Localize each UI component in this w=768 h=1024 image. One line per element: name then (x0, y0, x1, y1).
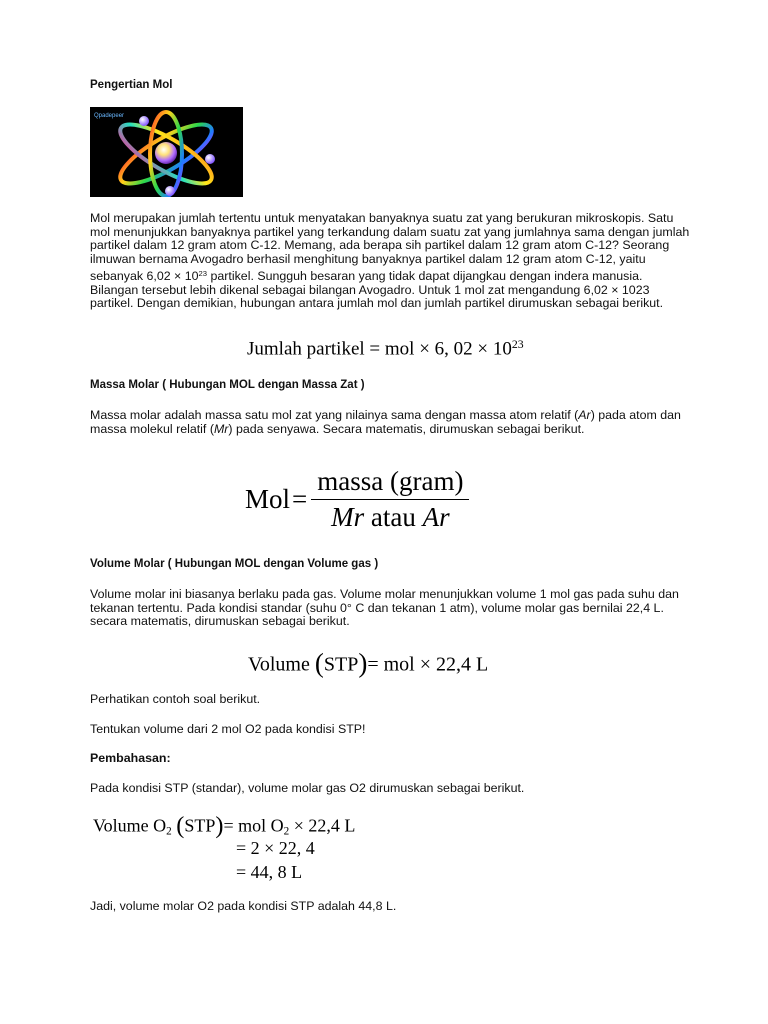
text-jadi: Jadi, volume molar O2 pada kondisi STP adalah 44,8 L. (90, 899, 397, 913)
formula-mol-massa: Mol= $\frac{\text{massa (gram)}}{\text{Mr atau Ar}}$ (245, 466, 469, 533)
formula-volume-stp: Volume (STP)= mol × 22,4 L (248, 648, 489, 678)
formula-volume-o2-line2: = 2 × 22, 4 (236, 838, 315, 858)
formula-volume-o2-line3: = 44, 8 L (236, 862, 303, 882)
formula-jumlah-partikel: Jumlah partikel = mol × 6, $02 \times 10^{23}$ (247, 338, 524, 360)
paragraph-mol-definition: Mol merupakan jumlah tertentu untuk menyatakan banyaknya suatu zat yang berukuran mikroskopis. Satu mol menunjukkan banyaknya partikel yang terkandung dalam suatu zat yang jumlahnya sama dengan jumlah partikel dalam 12 gram atom C-12. Memang, ada berapa sih partikel dalam 12 gram atom C-12? Seorang ilmuwan bernama Avogadro berhasil menghitung banyaknya partikel dalam 12 gram atom C-12, yaitu sebanyak $6,02 \times 10^{23}$ partikel. Sungguh besaran yang tidak dapat dijangkau dengan indera manusia. Bilangan tersebut lebih dikenal sebagai bilangan Avogadro. Untuk 1 mol zat mengandung 6,02 × 1023 partikel. Dengan demikian, hubungan antara jumlah mol dan jumlah partikel dirumuskan sebagai berikut. (90, 211, 690, 311)
fraction: $\frac{\text{massa (gram)}}{\text{Mr atau Ar}}$ (311, 466, 469, 533)
text-soal: Tentukan volume dari 2 mol O2 pada kondisi STP! (90, 722, 366, 736)
paragraph-massa-molar: Massa molar adalah massa satu mol zat yang nilainya sama dengan massa atom relatif (Ar) pada atom dan massa molekul relatif (Mr) pada senyawa. Secara matematis, dirumuskan sebagai berikut. (90, 408, 681, 436)
text-perhatikan: Perhatikan contoh soal berikut. (90, 692, 261, 706)
atom-illustration (90, 107, 243, 197)
paragraph-volume-molar: Volume molar ini biasanya berlaku pada gas. Volume molar menunjukkan volume 1 mol gas pada suhu dan tekanan tertentu. Pada kondisi standar (suhu 0° C dan tekanan 1 atm), volume molar gas bernilai 22,4 L. secara matematis, dirumuskan sebagai berikut. (90, 587, 679, 629)
atom-image (90, 107, 243, 197)
image-brand-text: Qpadepeer (94, 113, 125, 119)
heading-volume-molar: Volume Molar ( Hubungan MOL dengan Volume gas ) (90, 558, 379, 570)
heading-pengertian-mol: Pengertian Mol (90, 79, 173, 91)
heading-pembahasan: Pembahasan: (90, 751, 171, 765)
formula-volume-o2-line1: Volume $O_2$ (STP)= mol $O_2 \times 22,4$ L (93, 812, 356, 839)
text-pada-kondisi: Pada kondisi STP (standar), volume molar gas O2 dirumuskan sebagai berikut. (90, 781, 525, 795)
heading-massa-molar: Massa Molar ( Hubungan MOL dengan Massa Zat ) (90, 379, 365, 391)
